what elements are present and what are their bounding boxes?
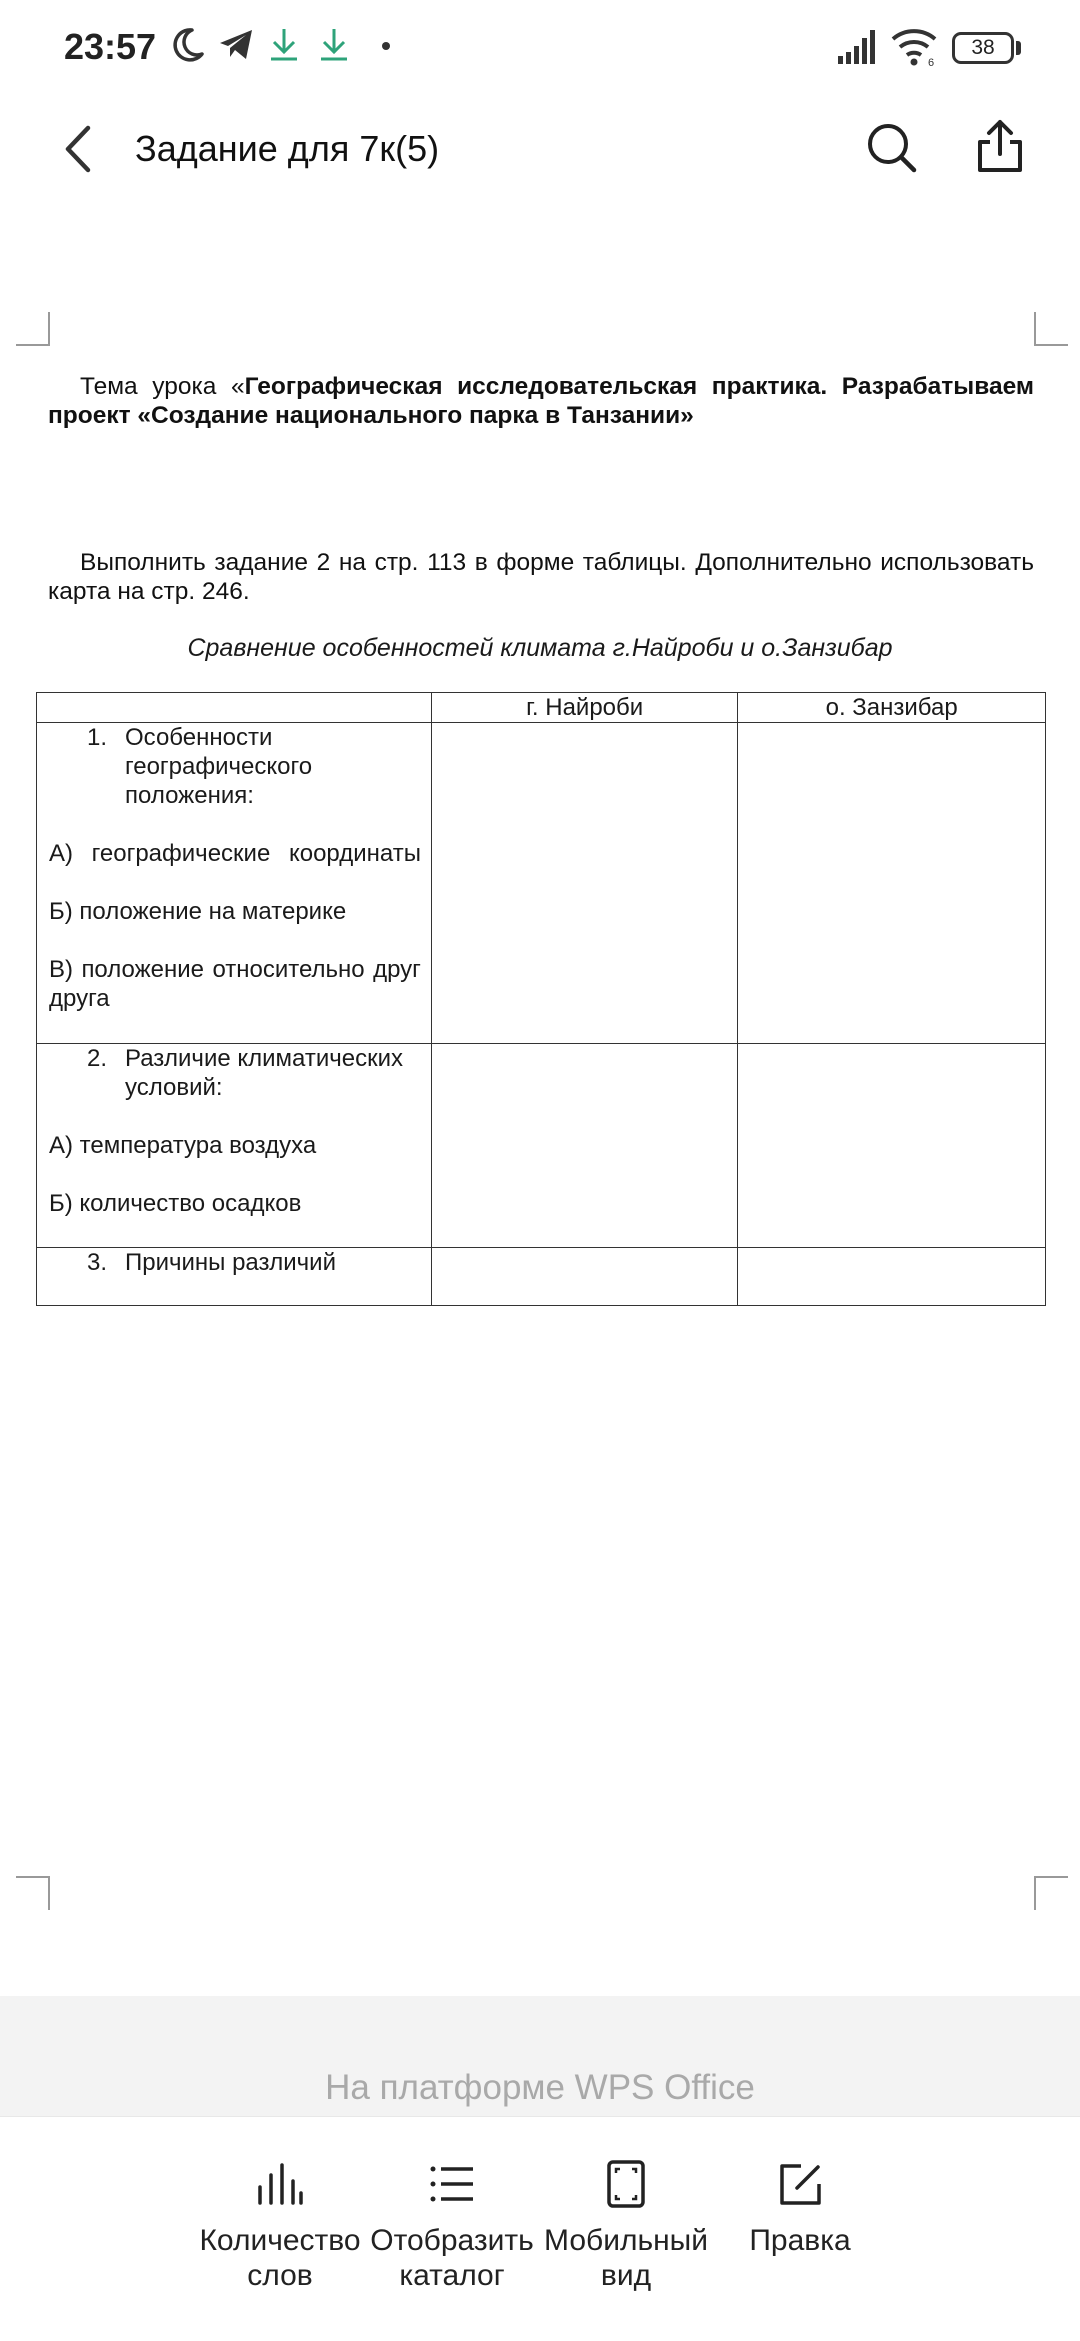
toolbar-label: Правка (749, 2224, 851, 2257)
table-caption: Сравнение особенностей климата г.Найроби и о.Занзибар (187, 634, 893, 662)
row-number: 1. (87, 724, 108, 751)
numbered-heading (49, 723, 421, 810)
word-count-button[interactable] (192, 2159, 368, 2293)
table-cell-empty[interactable] (431, 1248, 737, 1306)
toolbar-label: Мобильный вид (544, 2224, 708, 2292)
table-header-cell (37, 693, 432, 723)
page-corner-mark (16, 312, 50, 346)
criterion-item: Б) положение на материке (49, 898, 347, 925)
criterion-item: Б) количество осадков (49, 1190, 302, 1217)
criterion-item: А) температура воздуха (49, 1132, 317, 1159)
dot-icon (378, 24, 394, 64)
page-corner-mark (1034, 1876, 1068, 1910)
bottom-toolbar (0, 2116, 1080, 2341)
app-header (0, 96, 1080, 208)
platform-text: На платформе WPS Office (325, 2068, 755, 2107)
row-title: Причины различий (125, 1249, 336, 1276)
search-icon[interactable] (864, 120, 920, 176)
share-icon[interactable] (972, 116, 1028, 176)
table-header-cell: г. Найроби (431, 693, 737, 723)
toolbar-label: Отобразить каталог (370, 2224, 534, 2292)
criterion-item: А) географические координаты (49, 840, 421, 867)
table-header-cell: о. Занзибар (738, 693, 1046, 723)
table-cell-empty[interactable] (738, 1248, 1046, 1306)
table-cell-empty[interactable] (738, 1044, 1046, 1248)
row-title: Особенности географического положения: (125, 724, 313, 809)
row-number: 2. (87, 1045, 108, 1072)
table-cell-empty[interactable] (431, 723, 737, 1044)
table-cell-empty[interactable] (431, 1044, 737, 1248)
battery-tip (1016, 41, 1021, 55)
status-time: 23:57 (64, 26, 157, 67)
row-number: 3. (87, 1249, 108, 1276)
page-corner-mark (16, 1876, 50, 1910)
download-icon (316, 24, 352, 64)
toolbar-label: Количество слов (199, 2224, 361, 2292)
criterion-item: В) положение относительно друг друга (49, 956, 421, 1012)
moon-icon (170, 24, 206, 64)
table-row (37, 1044, 1046, 1248)
numbered-heading (49, 1248, 421, 1277)
table-row (37, 723, 1046, 1044)
edit-icon (775, 2159, 825, 2209)
mobile-view-icon (601, 2159, 651, 2209)
svg-text:6: 6 (928, 57, 935, 68)
table-cell-criterion (37, 1248, 432, 1306)
mobile-view-button[interactable] (538, 2159, 714, 2293)
topic-prefix: Тема урока « (80, 373, 245, 400)
table-cell-criterion (37, 723, 432, 1044)
task-text: Выполнить задание 2 на стр. 113 в форме таблицы. Дополнительно использовать карта на стр. 246. (48, 549, 1034, 605)
row-title: Различие климатических условий: (125, 1045, 404, 1101)
status-bar (0, 0, 1080, 96)
battery-indicator: 38 (952, 32, 1014, 64)
download-icon (266, 24, 302, 64)
table-header-row (37, 693, 1046, 723)
edit-button[interactable] (712, 2159, 888, 2258)
lesson-topic (48, 372, 1034, 430)
document-title: Задание для 7к(5) (135, 128, 440, 169)
back-arrow-icon[interactable] (60, 122, 96, 176)
show-catalog-button[interactable] (364, 2159, 540, 2293)
wifi-icon (890, 24, 940, 68)
table-cell-empty[interactable] (738, 723, 1046, 1044)
topic-title: Географическая исследовательская практика. Разрабатываем проект «Создание национального парка в Танзании» (48, 373, 1034, 429)
numbered-heading (49, 1044, 421, 1102)
signal-icon (836, 24, 880, 68)
table-row (37, 1248, 1046, 1306)
page-corner-mark (1034, 312, 1068, 346)
catalog-list-icon (427, 2159, 477, 2209)
telegram-icon (216, 24, 256, 64)
table-cell-criterion (37, 1044, 432, 1248)
word-count-icon (255, 2159, 305, 2209)
comparison-table (36, 692, 1046, 1306)
